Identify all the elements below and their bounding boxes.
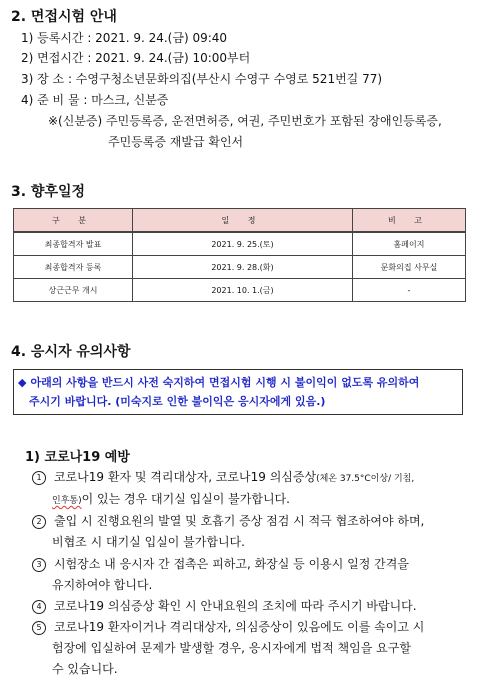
notice-line2: 주시기 바랍니다. (미숙지로 인한 불이익은 응시자에게 있음.) [29, 395, 326, 408]
point3-line2: 유지하여야 합니다. [52, 578, 153, 592]
point4-line1: 코로나19 의심증상 확인 시 안내요원의 조치에 따라 주시기 바랍니다. [54, 599, 417, 613]
cell-remark: 문화의집 사무실 [353, 256, 466, 279]
circled-number-icon: 1 [32, 471, 46, 485]
covid-subtitle: 1) 코로나19 예방 [25, 450, 130, 465]
list-item [32, 512, 424, 529]
header-date: 일 정 [133, 209, 353, 233]
circled-number-icon: 4 [32, 600, 46, 614]
cell-remark: 홈페이지 [353, 232, 466, 256]
section-3-title: 3. 향후일정 [11, 184, 86, 200]
list-item [32, 618, 424, 635]
point2-line1: 출입 시 진행요원의 발열 및 호흡기 증상 점검 시 적극 협조하여야 하며, [54, 514, 425, 528]
id-note-line2: 주민등록증 재발급 확인서 [108, 135, 244, 149]
cell-date: 2021. 9. 25.(토) [133, 232, 353, 256]
materials-item: 4) 준 비 물 : 마스크, 신분증 [21, 93, 169, 107]
schedule-header-row [14, 209, 466, 233]
venue-item [21, 70, 382, 87]
venue-text: 3) 장 소 : 수영구청소년문화의집(부산시 수영구 수영로 521번길 77) [21, 72, 383, 86]
notice-line1 [18, 373, 458, 392]
notice-text1: 아래의 사항을 반드시 사전 숙지하여 면접시험 시행 시 불이익이 없도록 유의하여 [30, 376, 420, 389]
point5-line2: 험장에 입실하여 문제가 발생할 경우, 응시자에게 법적 책임을 요구할 [52, 641, 411, 655]
interview-time-item: 2) 면접시간 : 2021. 9. 24.(금) 10:00부터 [21, 51, 251, 65]
table-row [14, 279, 466, 302]
id-note-line1 [48, 112, 442, 129]
point2-line2: 비협조 시 대기실 입실이 불가합니다. [52, 535, 245, 549]
cell-date: 2021. 9. 28.(화) [133, 256, 353, 279]
list-item-cont [52, 490, 290, 507]
cell-category: 상근근무 개시 [14, 279, 133, 302]
circled-number-icon: 2 [32, 515, 46, 529]
id-note-text1: 주민등록증, 운전면허증, 여권, 주민번호가 포함된 장애인등록증, [106, 114, 442, 128]
point5-line3: 수 있습니다. [52, 662, 118, 676]
section-4-title: 4. 응시자 유의사항 [11, 344, 131, 360]
list-item [32, 555, 409, 572]
notice-box [13, 369, 463, 415]
diamond-bullet-icon: ◆ [18, 376, 27, 389]
point1-small2: 인후통) [52, 496, 82, 506]
id-note-prefix: ※(신분증) [48, 114, 103, 128]
header-remark: 비 고 [353, 209, 466, 233]
point3-line1: 시험장소 내 응시자 간 접촉은 피하고, 화장실 등 이용시 일정 간격을 [54, 557, 409, 571]
circled-number-icon: 5 [32, 621, 46, 635]
list-item [32, 597, 417, 614]
table-row [14, 232, 466, 256]
register-time-item: 1) 등록시간 : 2021. 9. 24.(금) 09:40 [21, 31, 228, 45]
schedule-table [13, 208, 466, 302]
cell-remark: - [353, 279, 466, 302]
circled-number-icon: 3 [32, 558, 46, 572]
header-category: 구 분 [14, 209, 133, 233]
point1-small: (체온 37.5°C이상/ 기침, [316, 474, 415, 484]
cell-date: 2021. 10. 1.(금) [133, 279, 353, 302]
list-item [32, 468, 414, 485]
point5-line1: 코로나19 환자이거나 격리대상자, 의심증상이 있음에도 이를 속이고 시 [54, 620, 425, 634]
section-2-title: 2. 면접시험 안내 [11, 9, 117, 25]
table-row [14, 256, 466, 279]
point1-line1: 코로나19 환자 및 격리대상자, 코로나19 의심증상 [54, 470, 317, 484]
cell-category: 최종합격자 발표 [14, 232, 133, 256]
cell-category: 최종합격자 등록 [14, 256, 133, 279]
point1-line2: 이 있는 경우 대기실 입실이 불가합니다. [81, 492, 290, 506]
